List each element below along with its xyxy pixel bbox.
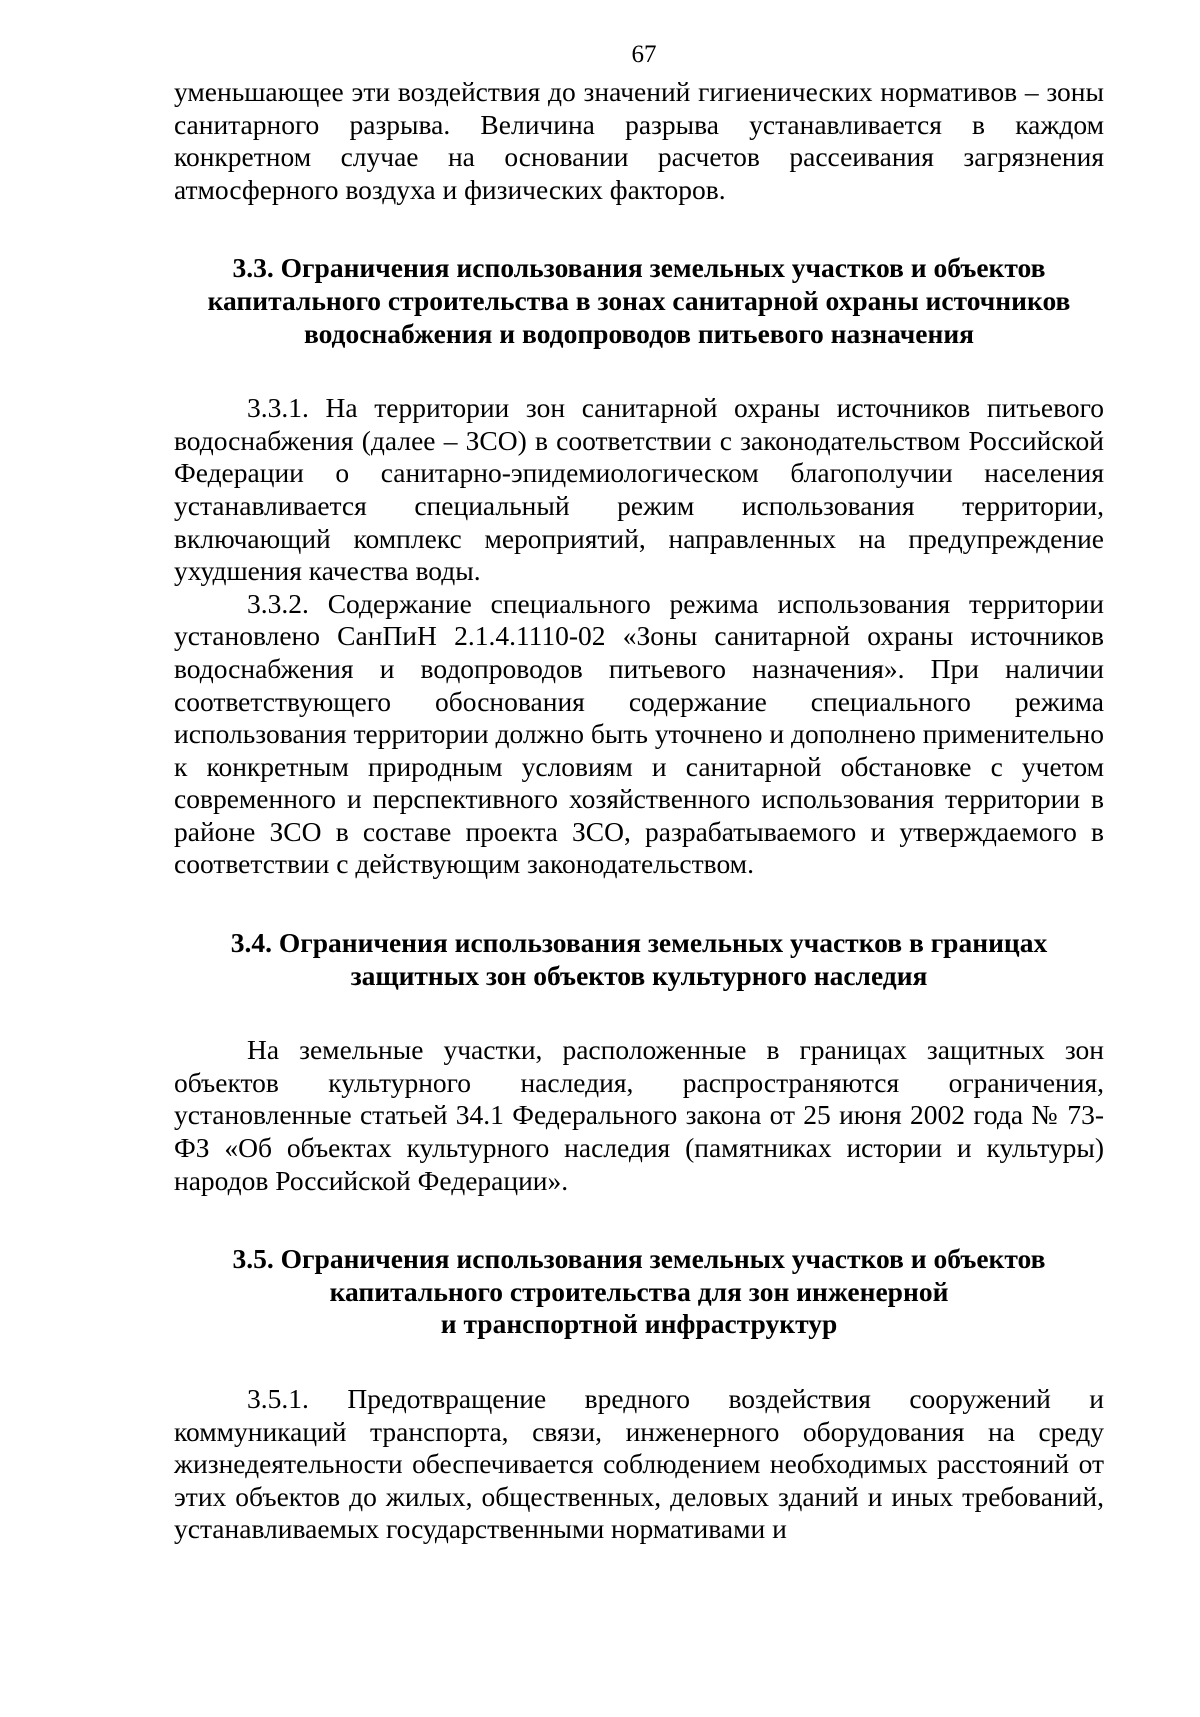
paragraph-3-3-2: 3.3.2. Содержание специального режима использования территории установлено СанПиН 2.1.4.1110-02 «Зоны санитарной охраны источников водоснабжения и водопроводов питьевого назначения». При наличии соответствующего обоснования содержание специального режима использования территории должно быть уточнено и дополнено применительно к конкретным природным условиям и санитарной обстановке с учетом современного и перспективного хозяйственного использования территории в районе ЗСО в составе проекта ЗСО, разрабатываемого и утверждаемого в соответствии с действующим законодательством. <box>174 587 1104 880</box>
section-3-5-heading <box>174 1243 1104 1341</box>
section-3-4-heading <box>174 927 1104 992</box>
heading-line: 3.5. Ограничения использования земельных участков и объектов <box>232 1243 1046 1275</box>
paragraph-3-5-1: 3.5.1. Предотвращение вредного воздействия сооружений и коммуникаций транспорта, связи, инженерного оборудования на среду жизнедеятельности обеспечивается соблюдением необходимых расстояний от этих объектов до жилых, общественных, деловых зданий и иных требований, устанавливаемых государственными нормативами и <box>174 1383 1104 1545</box>
heading-line: капитального строительства в зонах санитарной охраны источников <box>207 284 1071 316</box>
paragraph-3-3-1: 3.3.1. На территории зон санитарной охраны источников питьевого водоснабжения (далее – ЗСО) в соответствии с законодательством Российской Федерации о санитарно-эпидемиологическом благополучии населения устанавливается специальный режим использования территории, включающий комплекс мероприятий, направленных на предупреждение ухудшения качества воды. <box>174 392 1104 587</box>
intro-paragraph: уменьшающее эти воздействия до значений гигиенических нормативов – зоны санитарного разрыва. Величина разрыва устанавливается в каждом конкретном случае на основании расчетов рассеивания загрязнения атмосферного воздуха и физических факторов. <box>174 76 1104 205</box>
heading-line: и транспортной инфраструктур <box>440 1308 838 1340</box>
heading-line: 3.3. Ограничения использования земельных участков и объектов <box>232 252 1046 284</box>
paragraph-3-4: На земельные участки, расположенные в границах защитных зон объектов культурного наследия, распространяются ограничения, установленные статьей 34.1 Федерального закона от 25 июня 2002 года № 73-ФЗ «Об объектах культурного наследия (памятниках истории и культуры) народов Российской Федерации». <box>174 1034 1104 1196</box>
section-3-3-heading <box>174 252 1104 350</box>
heading-line: капитального строительства для зон инженерной <box>329 1275 949 1307</box>
page-number: 67 <box>631 41 657 68</box>
document-page <box>174 40 1104 1546</box>
heading-line: 3.4. Ограничения использования земельных участков в границах <box>230 927 1048 959</box>
heading-line: водоснабжения и водопроводов питьевого назначения <box>303 317 975 349</box>
heading-line: защитных зон объектов культурного наследия <box>350 959 928 991</box>
